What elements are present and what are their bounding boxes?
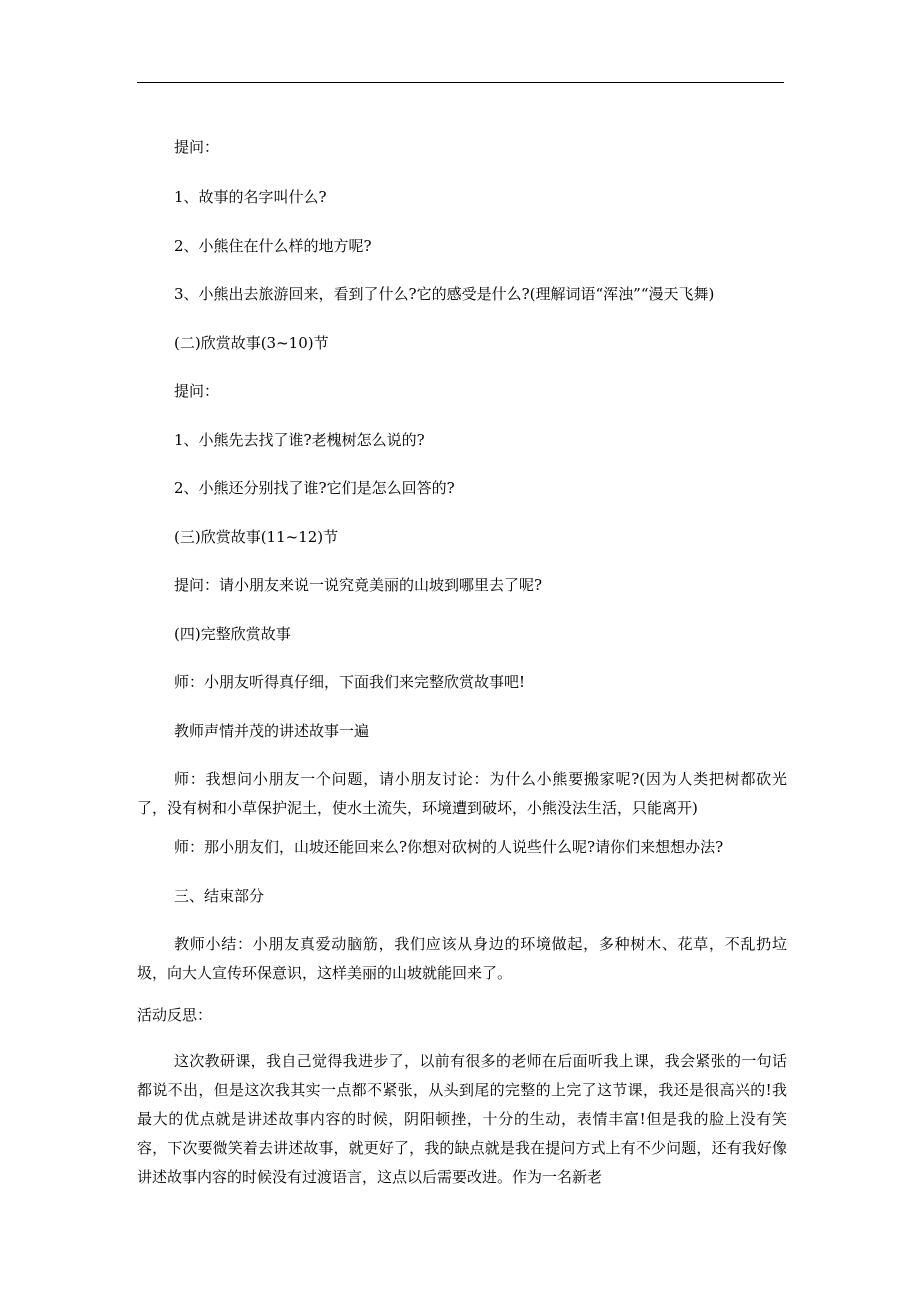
teacher-tells-story: 教师声情并茂的讲述故事一遍 xyxy=(174,722,370,740)
question-heading: 提问： xyxy=(174,138,220,156)
ending-section-heading: 三、结束部分 xyxy=(174,887,265,905)
come-back-paragraph: 师：那小朋友们，山坡还能回来么?你想对砍树的人说些什么呢?请你们来想想办法? xyxy=(174,838,724,856)
question-heading-2: 提问： xyxy=(174,382,220,400)
question-hillside: 提问：请小朋友来说一说究竟美丽的山坡到哪里去了呢? xyxy=(174,576,543,594)
teacher-line-listen: 师：小朋友听得真仔细，下面我们来完整欣赏故事吧! xyxy=(174,673,526,691)
section-two-heading: (二)欣赏故事(3~10)节 xyxy=(174,334,329,352)
teacher-summary-paragraph: 教师小结：小朋友真爱动脑筋，我们应该从身边的环境做起，多种树木、花草，不乱扔垃圾，向大人宣传环保意识，这样美丽的山坡就能回来了。 xyxy=(137,935,787,982)
question-others: 2、小熊还分别找了谁?它们是怎么回答的? xyxy=(174,479,455,497)
discussion-paragraph: 师：我想问小朋友一个问题，请小朋友讨论：为什么小熊要搬家呢?(因为人类把树都砍光了，没有树和小草保护泥土，使水土流失，环境遭到破坏，小熊没法生活，只能离开) xyxy=(137,770,787,817)
question-bear-home: 2、小熊住在什么样的地方呢? xyxy=(174,237,372,255)
section-four-heading: (四)完整欣赏故事 xyxy=(174,625,291,643)
question-bear-return: 3、小熊出去旅游回来，看到了什么?它的感受是什么?(理解词语“浑浊”“漫天飞舞) xyxy=(174,285,715,303)
reflection-paragraph: 这次教研课，我自己觉得我进步了，以前有很多的老师在后面听我上课，我会紧张的一句话都说不出，但是这次我其实一点都不紧张，从头到尾的完整的上完了这节课，我还是很高兴的!我最大的优点就是讲述故事内容的时候，阴阳顿挫，十分的生动，表情丰富!但是我的脸上没有笑容，下次要微笑着去讲述故事，就更好了，我的缺点就是我在提问方式上有不少问题，还有我好像讲述故事内容的时候没有过渡语言，这点以后需要改进。作为一名新老 xyxy=(137,1052,787,1186)
header-rule xyxy=(137,82,784,83)
section-three-heading: (三)欣赏故事(11~12)节 xyxy=(174,528,339,546)
question-old-tree: 1、小熊先去找了谁?老槐树怎么说的? xyxy=(174,431,425,449)
question-story-name: 1、故事的名字叫什么? xyxy=(174,188,327,206)
reflection-heading: 活动反思： xyxy=(137,1006,213,1024)
